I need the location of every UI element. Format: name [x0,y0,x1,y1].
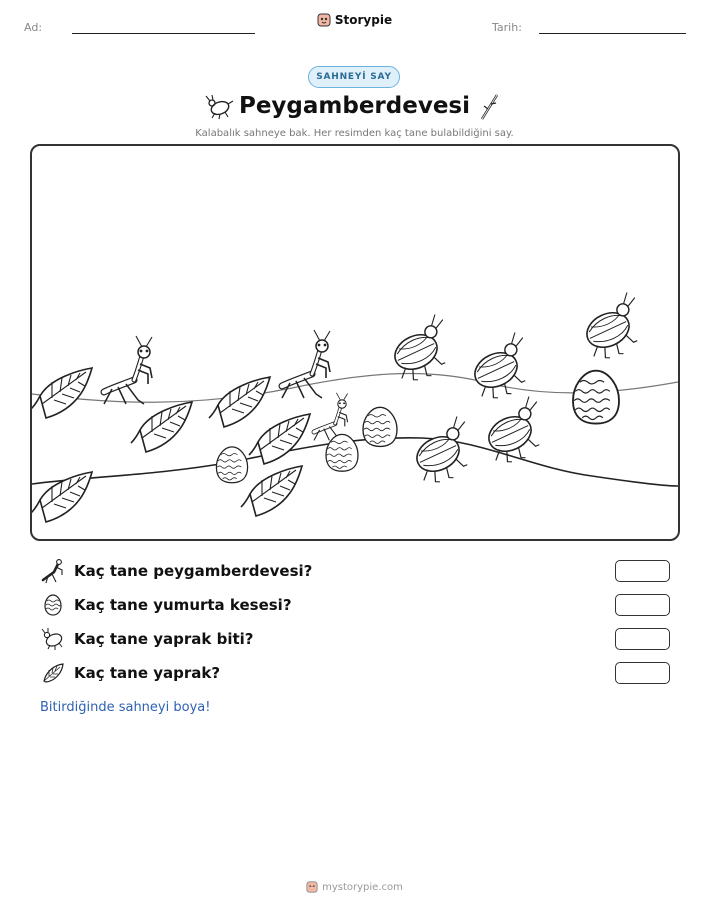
question-row-egg-case [40,592,670,618]
answer-box-leaf[interactable] [615,662,670,684]
stick-icon [478,91,502,121]
leaf [32,368,92,418]
name-line[interactable] [72,33,255,34]
egg-case [573,371,619,424]
mantis-icon [40,558,66,584]
brand-logo [0,12,709,28]
aphid-icon [40,626,66,652]
leaf [131,402,192,452]
coloring-prompt: Bitirdiğinde sahneyi boya! [40,700,211,715]
egg-case [216,447,247,483]
date-line[interactable] [539,33,686,34]
leaf-icon [40,660,66,686]
mantis [104,336,152,404]
brand-text: Storypie [334,13,393,27]
question-row-leaf [40,660,670,686]
activity-badge: SAHNEYİ SAY [308,66,400,88]
storypie-mascot-icon [317,12,331,28]
question-text: Kaç tane peygamberdevesi? [74,562,313,580]
aphid [575,290,654,365]
answer-box-aphid[interactable] [615,628,670,650]
answer-box-mantis[interactable] [615,560,670,582]
name-label: Ad: [24,21,43,34]
footer-url[interactable]: mystorypie.com [322,881,403,893]
question-row-aphid [40,626,670,652]
scene-illustration [32,146,678,539]
counting-scene [30,144,680,541]
date-label: Tarih: [492,21,522,34]
instructions: Kalabalık sahneye bak. Her resimden kaç tane bulabildiğini say. [195,128,514,139]
leaf [209,377,270,427]
egg-case [326,434,358,471]
aphid [463,330,542,405]
mantis [314,393,348,441]
question-text: Kaç tane yumurta kesesi? [74,596,292,614]
leaf [32,472,92,522]
question-text: Kaç tane yaprak biti? [74,630,254,648]
mantis [282,330,330,398]
page-title: Peygamberdevesi [238,93,471,119]
aphid [405,414,484,489]
answer-box-egg-case[interactable] [615,594,670,616]
footer [0,880,709,894]
question-row-mantis [40,558,670,584]
egg-case-icon [40,592,66,618]
leaf [241,466,302,516]
question-text: Kaç tane yaprak? [74,664,221,682]
egg-case [363,407,397,446]
storypie-mascot-icon [306,880,318,894]
